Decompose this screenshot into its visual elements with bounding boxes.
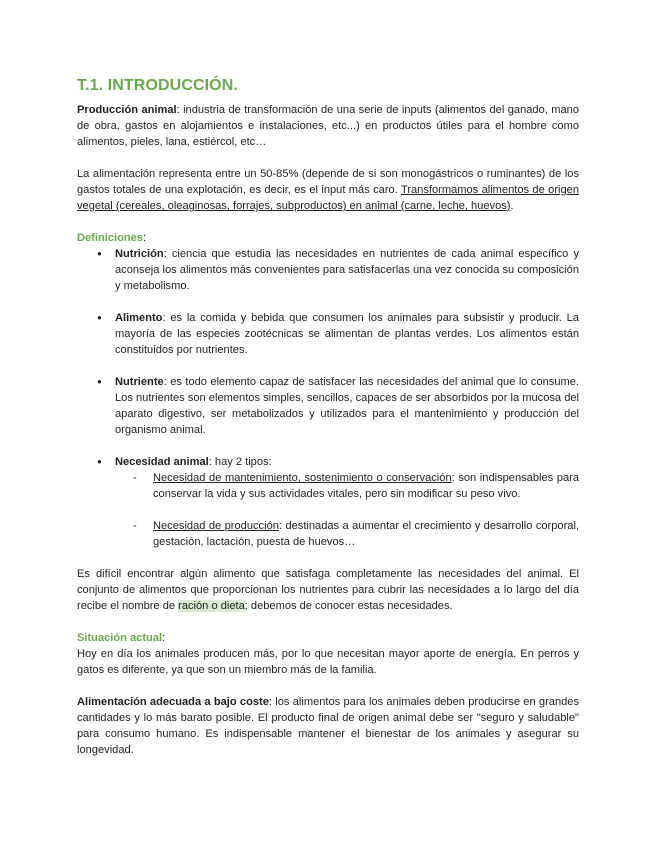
racion-paragraph [77,566,579,614]
sub-definition-item [115,470,579,502]
alimentacion-paragraph [77,166,579,214]
document-page [77,76,579,758]
definition-item [77,310,579,358]
sub-definition-term: Necesidad de mantenimiento, sostenimiento o conservación [153,472,452,484]
sub-definition-text: : destinadas a aumentar el crecimiento y desarrollo corporal, gestación, lactación, puesta de huevos… [153,520,579,548]
alimentacion-text: La alimentación representa entre un 50-85% (depende de si son monogástricos o ruminantes) de los gastos totales de una explotación, es decir, es el input más caro. [77,168,579,196]
definition-text: : ciencia que estudia las necesidades en nutrientes de cada animal específico y aconseja los alimentos más convenientes para satisfacerlas una vez conocida su composición y metabolismo. [115,248,579,292]
sub-definition-item [115,518,579,550]
alimentacion-end: . [510,200,514,212]
definition-term: Nutrición [115,248,164,260]
intro-term: Producción animal [77,104,177,116]
bajo-coste-text: : los alimentos para los animales deben producirse en grandes cantidades y lo más barato posible. El producto final de origen animal debe ser "seguro y saludable" para consumo humano. Es indispensable mantener el bienestar de los animales y asegurar su longevidad. [77,696,579,756]
page-title: T.1. INTRODUCCIÓN. [77,77,238,94]
definition-item [77,454,579,550]
racion-text-after: ; debemos de conocer estas necesidades. [244,600,453,612]
situacion-paragraph: Hoy en día los animales producen más, por lo que necesitan mayor aporte de energía. En perros y gatos es diferente, ya que son un miembro más de la familia. [77,648,579,676]
necesidad-sublist [115,470,579,550]
definition-term: Nutriente [115,376,164,388]
definition-term: Necesidad animal [115,456,209,468]
situacion-heading [77,630,579,646]
racion-highlight: ración o dieta [178,600,245,612]
definition-text: : hay 2 tipos: [208,456,272,468]
bajo-coste-paragraph [77,694,579,758]
definitions-list [77,246,579,550]
sub-definition-text: : son indispensables para conservar la vida y sus actividades vitales, pero sin modificar su peso vivo. [153,472,580,500]
definiciones-heading [77,230,579,246]
situacion-heading-colon: : [162,632,166,644]
intro-text: : industria de transformación de una serie de inputs (alimentos del ganado, mano de obra, gastos en alojamientos e instalaciones, etc...) en productos útiles para el hombre como alimentos, pieles, lana, estiércol, etc… [77,104,579,148]
definiciones-heading-colon: : [142,232,147,244]
definition-item [77,374,579,438]
intro-paragraph [77,102,579,150]
alimentacion-underlined: Transformamos alimentos de origen vegetal (cereales, oleaginosas, forrajes, subproductos) en animal (carne, leche, huevos) [77,184,579,212]
definition-text: : es todo elemento capaz de satisfacer las necesidades del animal que lo consume. Los nutrientes son elementos simples, sencillos, capaces de ser absorbidos por la mucosa del aparato digestivo, ser metabolizados y utilizados para el mantenimiento y producción del organismo animal. [115,376,579,436]
definition-item [77,246,579,294]
sub-definition-term: Necesidad de producción [153,520,279,532]
racion-text-before: Es difícil encontrar algún alimento que satisfaga completamente las necesidades del animal. El conjunto de alimentos que proporcionan los nutrientes para cubrir las necesidades a lo largo del día recibe el nombre de [77,568,579,612]
definition-term: Alimento [115,312,163,324]
situacion-heading-text: Situación actual [77,632,163,644]
bajo-coste-term: Alimentación adecuada a bajo coste [77,696,269,708]
definiciones-heading-text: Definiciones [77,232,143,244]
definition-text: : es la comida y bebida que consumen los animales para subsistir y producir. La mayoría de las especies zootécnicas se alimentan de plantas verdes. Los alimentos están constituidos por nutrientes. [115,312,579,356]
